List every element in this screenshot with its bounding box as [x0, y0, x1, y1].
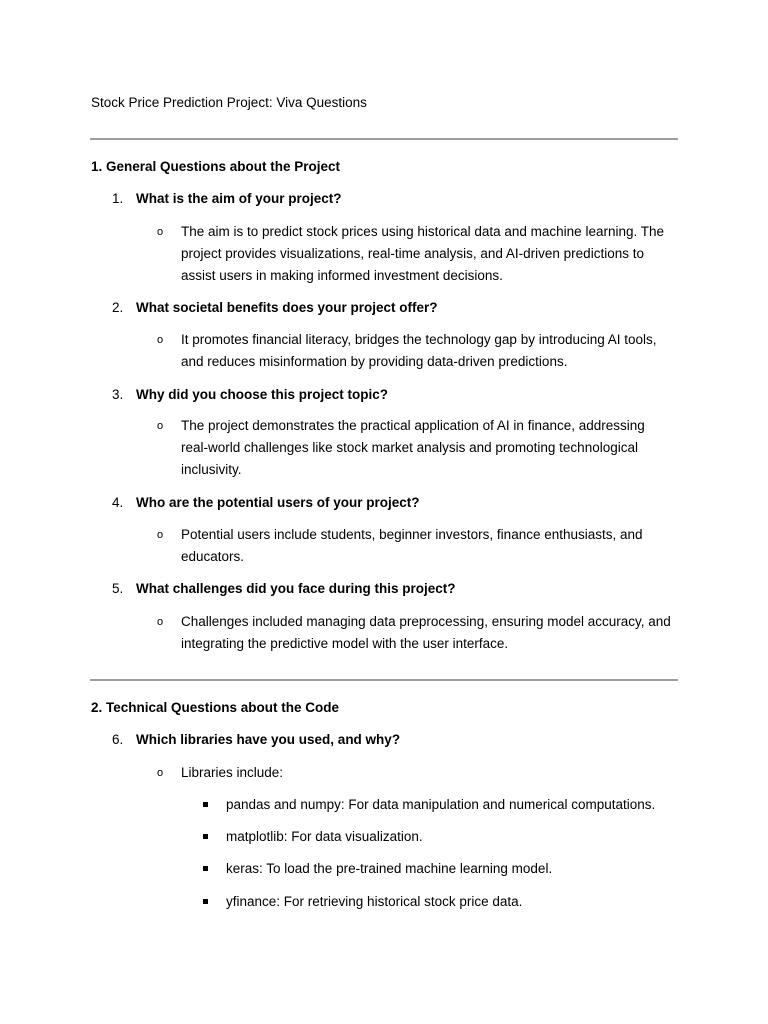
library-text: matplotlib: For data visualization. [226, 829, 423, 844]
answer-line: Potential users include students, beginner investors, finance enthusiasts, and [181, 527, 643, 542]
filled-square-bullet-icon [203, 866, 208, 871]
question-text: What challenges did you face during this project? [136, 581, 456, 596]
hollow-circle-bullet-icon: o [157, 529, 164, 541]
answer-line: project provides visualizations, real-time analysis, and AI-driven predictions to [181, 246, 644, 261]
question-text: What is the aim of your project? [136, 191, 342, 206]
answer-text [181, 329, 675, 373]
library-text: pandas and numpy: For data manipulation and numerical computations. [226, 797, 656, 812]
answer-text [181, 221, 675, 287]
question-number: 6. [112, 732, 124, 747]
question-number: 2. [112, 300, 124, 315]
section-divider [90, 679, 678, 681]
hollow-circle-bullet-icon: o [157, 420, 164, 432]
answer-line: Challenges included managing data preprocessing, ensuring model accuracy, and [181, 614, 671, 629]
filled-square-bullet-icon [203, 802, 208, 807]
answer-line: real-world challenges like stock market analysis and promoting technological [181, 440, 638, 455]
question-text: Who are the potential users of your project? [136, 495, 420, 510]
document-title: Stock Price Prediction Project: Viva Questions [91, 95, 367, 110]
section-heading-general: 1. General Questions about the Project [91, 159, 341, 174]
question-number: 1. [112, 191, 124, 206]
hollow-circle-bullet-icon: o [157, 616, 164, 628]
answer-line: integrating the predictive model with the user interface. [181, 636, 509, 651]
question-number: 3. [112, 387, 124, 402]
answer-line: educators. [181, 549, 245, 564]
answer-line: inclusivity. [181, 462, 242, 477]
hollow-circle-bullet-icon: o [157, 226, 164, 238]
answer-line: and reduces misinformation by providing data-driven predictions. [181, 354, 568, 369]
question-text: What societal benefits does your project offer? [136, 300, 438, 315]
answer-text [181, 611, 675, 655]
answer-text [181, 762, 675, 784]
hollow-circle-bullet-icon: o [157, 334, 164, 346]
library-text: yfinance: For retrieving historical stock price data. [226, 894, 523, 909]
answer-text [181, 524, 675, 568]
question-text: Which libraries have you used, and why? [136, 732, 401, 747]
hollow-circle-bullet-icon: o [157, 767, 164, 779]
answer-line: The project demonstrates the practical application of AI in finance, addressing [181, 418, 645, 433]
answer-line: It promotes financial literacy, bridges the technology gap by introducing AI tools, [181, 332, 657, 347]
section-heading-technical: 2. Technical Questions about the Code [91, 700, 340, 715]
section-divider [90, 138, 678, 140]
question-text: Why did you choose this project topic? [136, 387, 389, 402]
answer-line: assist users in making informed investment decisions. [181, 268, 503, 283]
answer-line: Libraries include: [181, 765, 284, 780]
answer-line: The aim is to predict stock prices using historical data and machine learning. The [181, 224, 664, 239]
question-number: 4. [112, 495, 124, 510]
answer-text [181, 415, 675, 481]
question-number: 5. [112, 581, 124, 596]
filled-square-bullet-icon [203, 834, 208, 839]
library-text: keras: To load the pre-trained machine learning model. [226, 861, 553, 876]
filled-square-bullet-icon [203, 899, 208, 904]
